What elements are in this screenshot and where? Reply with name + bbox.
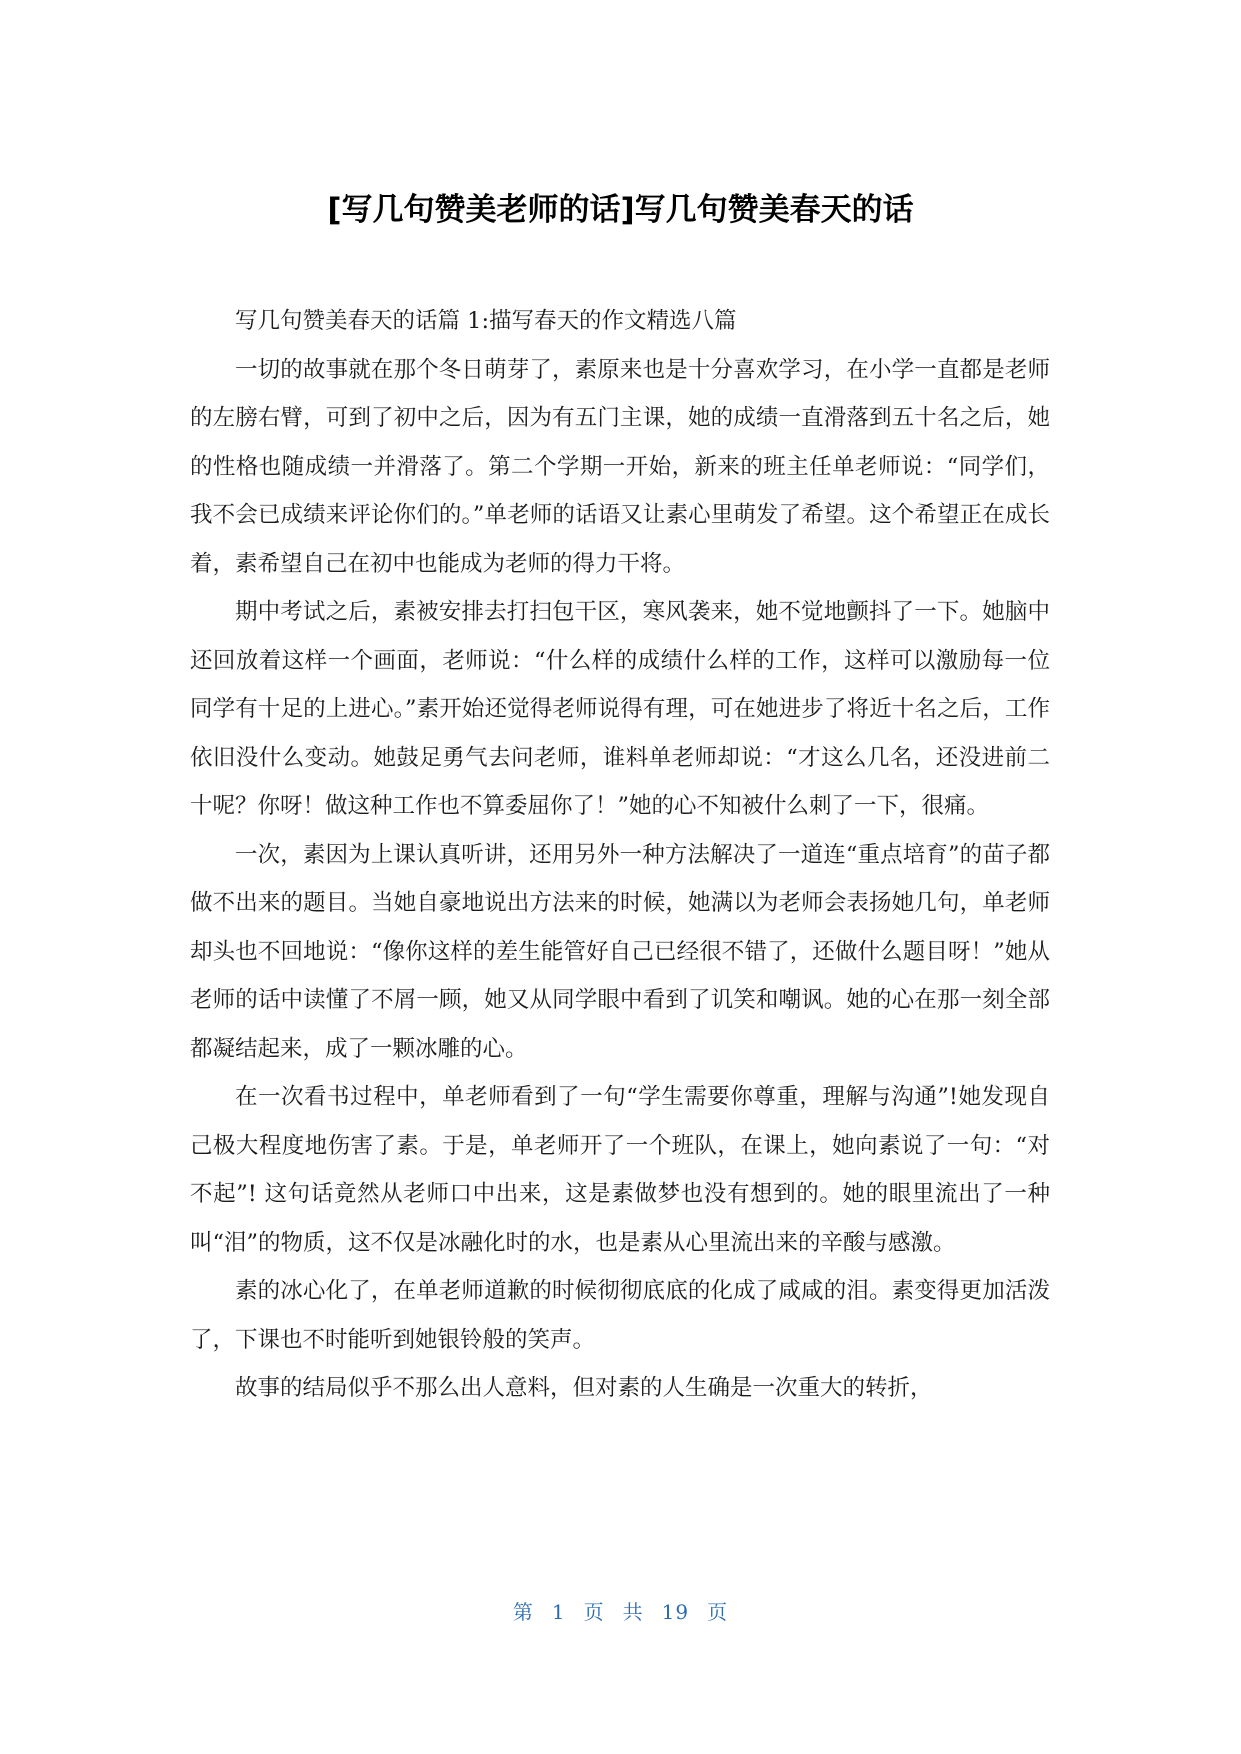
footer-total-pages: 19: [661, 1600, 690, 1624]
footer-label-total: 共: [622, 1600, 644, 1624]
paragraph: 素的冰心化了，在单老师道歉的时候彻彻底底的化成了咸咸的泪。素变得更加活泼了，下课也不时能听到她银铃般的笑声。: [190, 1278, 1050, 1353]
paragraph: 期中考试之后，素被安排去打扫包干区，寒风袭来，她不觉地颤抖了一下。她脑中还回放着这样一个画面，老师说：“什么样的成绩什么样的工作，这样可以激励每一位同学有十足的上进心。”素开始还觉得老师说得有理，可在她进步了将近十名之后，工作依旧没什么变动。她鼓足勇气去问老师，谁料单老师却说：“才这么几名，还没进前二十呢？你呀！做这种工作也不算委屈你了！”她的心不知被什么刺了一下，很痛。: [190, 599, 1050, 819]
paragraph: 一切的故事就在那个冬日萌芽了，素原来也是十分喜欢学习，在小学一直都是老师的左膀右臂，可到了初中之后，因为有五门主课，她的成绩一直滑落到五十名之后，她的性格也随成绩一并滑落了。第二个学期一开始，新来的班主任单老师说：“同学们，我不会已成绩来评论你们的。”单老师的话语又让素心里萌发了希望。这个希望正在成长着，素希望自己在初中也能成为老师的得力干将。: [190, 356, 1050, 577]
document-title: [写几句赞美老师的话]写几句赞美春天的话: [327, 192, 914, 228]
paragraph: 故事的结局似乎不那么出人意料，但对素的人生确是一次重大的转折，: [235, 1375, 933, 1401]
footer-label-page: 第: [512, 1600, 534, 1624]
footer-label-of: 页: [583, 1600, 605, 1624]
footer-label-pages: 页: [707, 1600, 729, 1624]
paragraph: 一次，素因为上课认真听讲，还用另外一种方法解决了一道连“重点培育”的苗子都做不出来的题目。当她自豪地说出方法来的时候，她满以为老师会表扬她几句，单老师却头也不回地说：“像你这样的差生能管好自己已经很不错了，还做什么题目呀！”她从老师的话中读懂了不屑一顾，她又从同学眼中看到了讥笑和嘲讽。她的心在那一刻全部都凝结起来，成了一颗冰雕的心。: [190, 841, 1050, 1062]
footer-current-page: 1: [551, 1600, 566, 1624]
paragraph: 在一次看书过程中，单老师看到了一句“学生需要你尊重，理解与沟通”!她发现自己极大程度地伤害了素。于是，单老师开了一个班队，在课上，她向素说了一句：“对不起”! 这句话竟然从老师口中出来，这是素做梦也没有想到的。她的眼里流出了一种叫“泪”的物质，这不仅是冰融化时的水，也是素从心里流出来的辛酸与感激。: [190, 1084, 1050, 1256]
page-footer: [0, 1598, 1241, 1626]
section-heading: 写几句赞美春天的话篇 1:描写春天的作文精选八篇: [235, 308, 737, 334]
document-body: [190, 297, 1050, 1413]
